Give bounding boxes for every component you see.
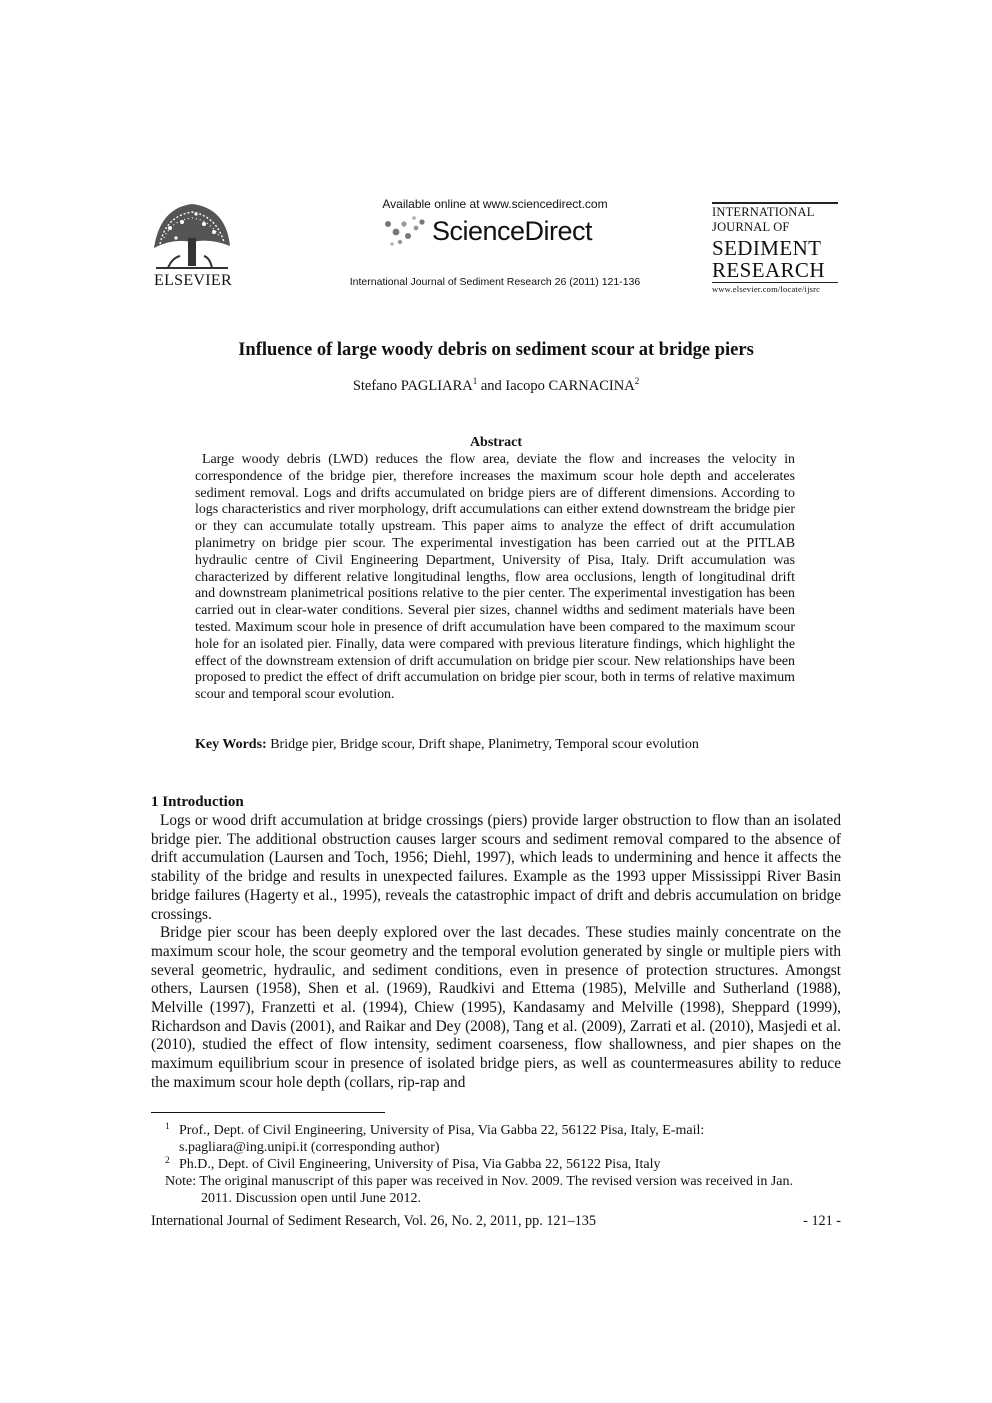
elsevier-tree-icon [150, 198, 234, 270]
footnote-separator [151, 1112, 385, 1113]
journal-logo-line4: RESEARCH [712, 258, 825, 282]
elsevier-logo [150, 198, 236, 290]
footnotes [165, 1122, 841, 1207]
author-2: Iacopo CARNACINA [505, 378, 635, 394]
abstract-body: Large woody debris (LWD) reduces the flow area, deviate the flow and increases the velocity in correspondence of the bridge pier, therefore increases the maximum scour hole depth and accelerates sediment removal. Logs and drifts accumulated on bridge piers are of different dimensions. According to logs characteristics and river morphology, drift accumulations can either extend downstream the bridge pier or they can accumulate totally upstream. This paper aims to analyze the effect of drift accumulation planimetry on bridge pier scour. The experimental investigation has been carried out at the PITLAB hydraulic centre of Civil Engineering Department, University of Pisa, Italy. Drift accumulation was characterized by different relative longitudinal lengths, flow area occlusions, length of longitudinal drift and downstream planimetrical positions relative to the pier center. The experimental investigation has been carried out in clear-water conditions. Several pier sizes, channel widths and sediment materials have been tested. Maximum scour hole in presence of drift accumulation have been compared to the maximum scour hole for an isolated pier. Finally, data were compared with previous literature findings, which highlight the effect of the downstream extension of drift accumulation on bridge pier scour. New relationships have been proposed to predict the effect of drift accumulation on bridge pier scour, both in terms of relative maximum scour and temporal scour evolution. [195, 452, 795, 703]
author-1: Stefano PAGLIARA [352, 378, 473, 394]
journal-logo-rule-top [712, 202, 838, 204]
intro-paragraph-1: Logs or wood drift accumulation at bridge crossings (piers) provide larger obstruction to flow than an isolated bridge pier. The additional obstruction causes larger scours and sediment removal compared to the absence of drift accumulation (Laursen and Toch, 1956; Diehl, 1997), which leads to undermining and hence it affects the stability of the bridge and results in unexpected failures. Example as the 1993 upper Mississippi River Basin bridge failures (Hagerty et al., 1995), reveals the catastrophic impact of drift and debris accumulation on bridge crossings. [151, 812, 841, 923]
journal-logo-rule-bottom [712, 282, 838, 283]
journal-logo-url: www.elsevier.com/locate/ijsrc [712, 284, 821, 294]
journal-logo [712, 202, 840, 294]
introduction-body [151, 812, 841, 1093]
journal-citation: International Journal of Sediment Research 26 (2011) 121-136 [349, 276, 641, 288]
manuscript-note-line1: Note: The original manuscript of this paper was received in Nov. 2009. The revised version was received in Jan. [165, 1174, 794, 1189]
footnote-1-line2: s.pagliara@ing.unipi.it (corresponding author) [179, 1140, 440, 1155]
keywords-label: Key Words: [195, 737, 267, 752]
footer-journal-reference: International Journal of Sediment Research, Vol. 26, No. 2, 2011, pp. 121–135 [151, 1213, 596, 1229]
footnote-1-mark: 1 [165, 1122, 170, 1132]
available-online-text: Available online at www.sciencedirect.com [382, 197, 608, 211]
footnote-2 [165, 1156, 841, 1173]
journal-logo-line3: SEDIMENT [712, 236, 822, 260]
journal-logo-line2: JOURNAL OF [712, 220, 790, 234]
author-separator: and [477, 378, 506, 394]
intro-paragraph-2: Bridge pier scour has been deeply explored over the last decades. These studies mainly concentrate on the maximum scour hole, the scour geometry and the temporal evolution generated by single or multiple piers with several geometric, hydraulic, and sediment conditions, even in presence of protection structures. Amongst others, Laursen (1958), Shen et al. (1969), Raudkivi and Ettema (1985), Melville and Sutherland (1988), Melville (1997), Franzetti et al. (1994), Chiew (1995), Kandasamy and Melville (1998), Sheppard (1999), Richardson and Davis (2001), and Raikar and Dey (2008), Tang et al. (2009), Zarrati et al. (2010), Masjedi et al. (2010), studied the effect of flow intensity, sediment coarseness, flow shallowness, and pier shapes on the maximum equilibrium scour in presence of isolated bridge piers, as well as countermeasures ability to reduce the maximum scour hole depth (collars, rip-rap and [151, 924, 841, 1091]
author-line [100, 378, 892, 395]
footnote-1 [165, 1122, 841, 1139]
journal-logo-line1: INTERNATIONAL [712, 205, 815, 219]
sciencedirect-wordmark: ScienceDirect [432, 216, 593, 246]
sciencedirect-logo [382, 214, 622, 250]
footnote-2-line1: Ph.D., Dept. of Civil Engineering, University of Pisa, Via Gabba 22, 56122 Pisa, Italy [179, 1157, 661, 1172]
sciencedirect-dots-icon [382, 214, 430, 250]
keywords-list: Bridge pier, Bridge scour, Drift shape, Planimetry, Temporal scour evolution [266, 737, 699, 752]
footnote-1-line1: Prof., Dept. of Civil Engineering, University of Pisa, Via Gabba 22, 56122 Pisa, Italy, E-mail: [179, 1123, 705, 1138]
section-heading-introduction: 1 Introduction [151, 794, 244, 810]
manuscript-note-line2: 2011. Discussion open until June 2012. [201, 1191, 421, 1206]
keywords [195, 737, 795, 753]
page-number: - 121 - [803, 1213, 841, 1229]
footnote-2-mark: 2 [165, 1156, 170, 1166]
author-1-affiliation-mark: 1 [472, 376, 478, 386]
abstract-heading: Abstract [469, 435, 523, 450]
paper-title: Influence of large woody debris on sediment scour at bridge piers [238, 340, 754, 360]
elsevier-wordmark: ELSEVIER [154, 272, 232, 289]
author-2-affiliation-mark: 2 [634, 376, 640, 386]
